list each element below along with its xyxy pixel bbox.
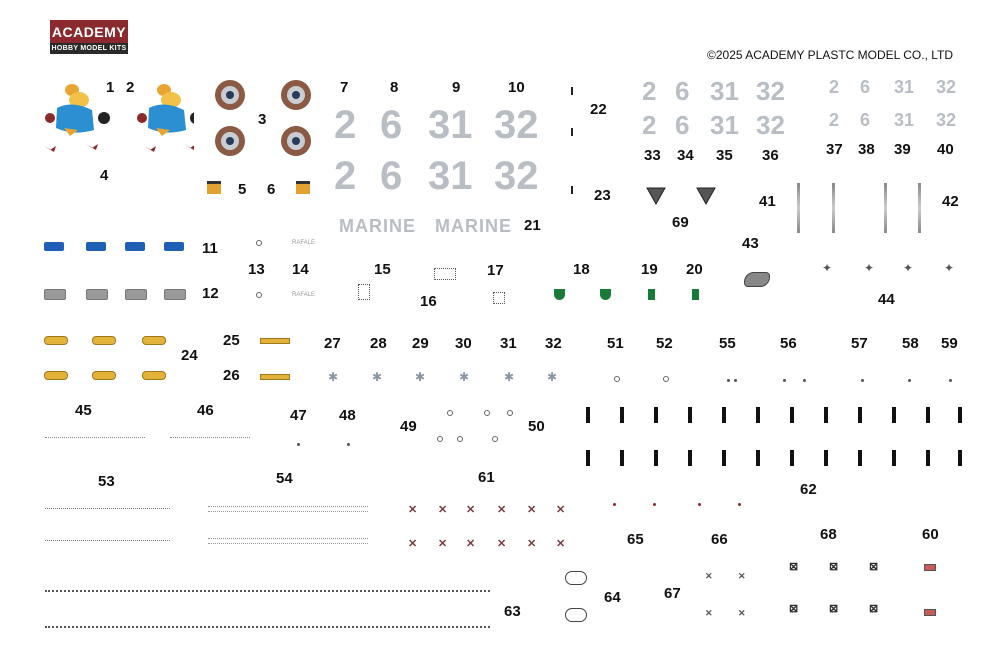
pitot-decal — [832, 183, 835, 233]
medium-number: 6 — [675, 76, 690, 106]
dot-decal — [727, 379, 730, 382]
decal-number: 32 — [545, 335, 562, 352]
small-badge-icon — [296, 181, 310, 194]
grey-decal — [125, 289, 147, 300]
decal-number: 10 — [508, 79, 525, 96]
ring-decal — [457, 436, 463, 442]
green-decal — [648, 289, 655, 300]
blue-decal — [86, 242, 106, 251]
yellow-decal — [92, 336, 116, 345]
grey-decal — [164, 289, 186, 300]
decal-number: 19 — [641, 261, 658, 278]
red-decal — [924, 564, 936, 571]
decal-number: 15 — [374, 261, 391, 278]
cross-marker-icon: ✕ — [738, 571, 746, 581]
green-decal — [692, 289, 699, 300]
dot-decal — [297, 443, 300, 446]
decal-number: 44 — [878, 291, 895, 308]
decal-number: 57 — [851, 335, 868, 352]
decal-number: 48 — [339, 407, 356, 424]
dot-decal — [908, 379, 911, 382]
decal-number: 22 — [590, 101, 607, 118]
tick-mark — [571, 186, 573, 194]
star-marker-icon: ✱ — [415, 370, 426, 384]
cross-marker-icon: ⊠ — [789, 603, 799, 615]
black-stripe-decal — [858, 407, 862, 423]
large-number: 32 — [494, 103, 539, 147]
green-decal — [554, 289, 565, 300]
decal-number: 53 — [98, 473, 115, 490]
cross-marker-icon: ✕ — [497, 504, 507, 516]
medium-number: 32 — [756, 76, 785, 106]
cross-marker-icon: ✕ — [408, 538, 418, 550]
yellow-decal — [92, 371, 116, 380]
decal-number: 45 — [75, 402, 92, 419]
small-number: 6 — [860, 110, 871, 130]
decal-number: 69 — [672, 214, 689, 231]
stencil-decal — [493, 292, 505, 304]
black-stripe-decal — [892, 450, 896, 466]
triangle-marker-icon — [645, 186, 725, 206]
black-stripe-decal — [892, 407, 896, 423]
decal-number: 66 — [711, 531, 728, 548]
medium-number: 6 — [675, 110, 690, 140]
decal-number: 11 — [202, 240, 218, 257]
dot-decal — [949, 379, 952, 382]
decal-number: 61 — [478, 469, 495, 486]
decal-number: 12 — [202, 285, 219, 302]
decal-number: 3 — [258, 111, 267, 128]
star-marker-icon: ✦ — [903, 261, 914, 275]
cross-marker-icon: ⊠ — [869, 603, 879, 615]
small-badge-icon — [207, 181, 221, 194]
decal-number: 28 — [370, 335, 387, 352]
dot-decal — [783, 379, 786, 382]
decal-number: 56 — [780, 335, 797, 352]
black-stripe-decal — [824, 450, 828, 466]
ring-decal — [437, 436, 443, 442]
grey-decal — [44, 289, 66, 300]
small-number: 2 — [829, 110, 840, 130]
stencil-decal — [434, 268, 456, 280]
decal-number: 42 — [942, 193, 959, 210]
black-stripe-decal — [688, 450, 692, 466]
black-stripe-decal — [620, 407, 624, 423]
small-number: 2 — [829, 77, 840, 97]
pitot-decal — [918, 183, 921, 233]
marine-text: MARINE — [435, 216, 512, 236]
black-stripe-decal — [688, 407, 692, 423]
decal-number: 58 — [902, 335, 919, 352]
stencil-line — [45, 508, 170, 510]
decal-number: 2 — [126, 79, 135, 96]
large-number: 6 — [380, 154, 403, 198]
decal-number: 29 — [412, 335, 429, 352]
cross-marker-icon: ✕ — [466, 538, 476, 550]
decal-number: 62 — [800, 481, 817, 498]
star-marker-icon: ✱ — [547, 370, 558, 384]
arrow-decal — [260, 374, 290, 380]
decal-number: 51 — [607, 335, 624, 352]
decal-number: 24 — [181, 347, 198, 364]
duck-mascot-icon — [44, 78, 194, 168]
black-stripe-decal — [926, 407, 930, 423]
decal-number: 64 — [604, 589, 621, 606]
cross-marker-icon: ✕ — [497, 538, 507, 550]
yellow-decal — [44, 336, 68, 345]
decal-number: 4 — [100, 167, 109, 184]
black-stripe-decal — [620, 450, 624, 466]
cross-marker-icon: ✕ — [705, 608, 713, 618]
decal-number: 37 — [826, 141, 843, 158]
stencil-line — [45, 590, 490, 598]
rafale-text: RAFALE — [292, 240, 316, 246]
stencil-line — [45, 540, 170, 542]
large-number: 6 — [380, 103, 403, 147]
decal-number: 9 — [452, 79, 461, 96]
dot-decal — [653, 503, 656, 506]
cross-marker-icon: ⊠ — [869, 561, 879, 573]
dot-decal — [861, 379, 864, 382]
decal-number: 1 — [106, 79, 115, 96]
black-stripe-decal — [858, 450, 862, 466]
small-number: 6 — [860, 77, 871, 97]
decal-number: 8 — [390, 79, 399, 96]
decal-number: 59 — [941, 335, 958, 352]
ring-decal — [256, 292, 262, 298]
decal-number: 23 — [594, 187, 611, 204]
marine-text: MARINE — [339, 216, 416, 236]
decal-number: 68 — [820, 526, 837, 543]
stencil-line — [45, 437, 145, 439]
decal-number: 30 — [455, 335, 472, 352]
black-stripe-decal — [958, 407, 962, 423]
stencil-line — [208, 506, 368, 512]
decal-number: 49 — [400, 418, 417, 435]
logo-brand: ACADEMY — [50, 20, 128, 43]
cross-marker-icon: ✕ — [438, 538, 448, 550]
rafale-text: RAFALE — [292, 292, 316, 298]
logo-tagline: HOBBY MODEL KITS — [51, 45, 127, 52]
decal-number: 16 — [420, 293, 437, 310]
black-stripe-decal — [756, 450, 760, 466]
decal-number: 38 — [858, 141, 875, 158]
cross-marker-icon: ✕ — [438, 504, 448, 516]
outline-decal — [565, 571, 587, 585]
large-number: 2 — [334, 103, 357, 147]
dot-decal — [738, 503, 741, 506]
copyright-text: ©2025 ACADEMY PLASTC MODEL CO., LTD — [707, 48, 954, 62]
decal-number: 21 — [524, 217, 541, 234]
decal-number: 36 — [762, 147, 779, 164]
black-stripe-decal — [654, 407, 658, 423]
yellow-decal — [44, 371, 68, 380]
dot-decal — [803, 379, 806, 382]
ring-decal — [447, 410, 453, 416]
arrow-decal — [260, 338, 290, 344]
panel-decal — [744, 272, 770, 287]
green-decal — [600, 289, 611, 300]
decal-number: 67 — [664, 585, 681, 602]
ring-decal — [507, 410, 513, 416]
outline-decal — [565, 608, 587, 622]
cross-marker-icon: ⊠ — [789, 561, 799, 573]
star-marker-icon: ✦ — [944, 261, 955, 275]
star-marker-icon: ✦ — [864, 261, 875, 275]
stencil-line — [208, 538, 368, 544]
decal-number: 41 — [759, 193, 776, 210]
black-stripe-decal — [722, 450, 726, 466]
black-stripe-decal — [790, 450, 794, 466]
decal-number: 60 — [922, 526, 939, 543]
cross-marker-icon: ✕ — [738, 608, 746, 618]
grey-decal — [86, 289, 108, 300]
stencil-decal — [358, 284, 370, 300]
cross-marker-icon: ✕ — [527, 538, 537, 550]
black-stripe-decal — [824, 407, 828, 423]
dot-decal — [734, 379, 737, 382]
dot-decal — [347, 443, 350, 446]
decal-number: 31 — [500, 335, 517, 352]
decal-number: 5 — [238, 181, 247, 198]
black-stripe-decal — [790, 407, 794, 423]
cross-marker-icon: ✕ — [705, 571, 713, 581]
decal-number: 14 — [292, 261, 309, 278]
decal-number: 40 — [937, 141, 954, 158]
black-stripe-decal — [586, 407, 590, 423]
academy-logo — [50, 20, 128, 54]
yellow-decal — [142, 336, 166, 345]
decal-number: 34 — [677, 147, 694, 164]
tick-mark — [571, 128, 573, 136]
yellow-decal — [142, 371, 166, 380]
cross-marker-icon: ⊠ — [829, 561, 839, 573]
star-marker-icon: ✱ — [504, 370, 515, 384]
blue-decal — [125, 242, 145, 251]
pitot-decal — [884, 183, 887, 233]
decal-number: 26 — [223, 367, 240, 384]
decal-number: 17 — [487, 262, 504, 279]
decal-number: 33 — [644, 147, 661, 164]
cross-marker-icon: ✕ — [556, 504, 566, 516]
decal-number: 63 — [504, 603, 521, 620]
decal-number: 25 — [223, 332, 240, 349]
black-stripe-decal — [722, 407, 726, 423]
decal-number: 43 — [742, 235, 759, 252]
black-stripe-decal — [958, 450, 962, 466]
large-number: 31 — [428, 103, 473, 147]
stencil-line — [45, 626, 490, 634]
dot-decal — [613, 503, 616, 506]
decal-number: 39 — [894, 141, 911, 158]
decal-number: 47 — [290, 407, 307, 424]
ring-decal — [663, 376, 669, 382]
ring-decal — [256, 240, 262, 246]
blue-decal — [164, 242, 184, 251]
stencil-line — [170, 437, 250, 439]
cross-marker-icon: ✕ — [556, 538, 566, 550]
medium-number: 31 — [710, 76, 739, 106]
ring-decal — [614, 376, 620, 382]
decal-number: 6 — [267, 181, 276, 198]
pitot-decal — [797, 183, 800, 233]
large-number: 31 — [428, 154, 473, 198]
decal-number: 7 — [340, 79, 349, 96]
medium-number: 31 — [710, 110, 739, 140]
ring-decal — [492, 436, 498, 442]
cross-marker-icon: ⊠ — [829, 603, 839, 615]
small-number: 32 — [936, 110, 957, 130]
cross-marker-icon: ✕ — [527, 504, 537, 516]
small-number: 31 — [894, 77, 915, 97]
star-marker-icon: ✦ — [822, 261, 833, 275]
decal-number: 27 — [324, 335, 341, 352]
decal-number: 35 — [716, 147, 733, 164]
star-marker-icon: ✱ — [459, 370, 470, 384]
decal-number: 13 — [248, 261, 265, 278]
medium-number: 2 — [642, 110, 657, 140]
red-decal — [924, 609, 936, 616]
decal-number: 46 — [197, 402, 214, 419]
cross-marker-icon: ✕ — [408, 504, 418, 516]
blue-decal — [44, 242, 64, 251]
decal-number: 55 — [719, 335, 736, 352]
decal-number: 18 — [573, 261, 590, 278]
medium-number: 32 — [756, 110, 785, 140]
decal-number: 52 — [656, 335, 673, 352]
star-marker-icon: ✱ — [328, 370, 339, 384]
decal-number: 50 — [528, 418, 545, 435]
black-stripe-decal — [586, 450, 590, 466]
star-marker-icon: ✱ — [372, 370, 383, 384]
decal-number: 20 — [686, 261, 703, 278]
dot-decal — [698, 503, 701, 506]
medium-number: 2 — [642, 76, 657, 106]
black-stripe-decal — [654, 450, 658, 466]
black-stripe-decal — [756, 407, 760, 423]
ring-decal — [484, 410, 490, 416]
decal-number: 65 — [627, 531, 644, 548]
black-stripe-decal — [926, 450, 930, 466]
cross-marker-icon: ✕ — [466, 504, 476, 516]
small-number: 32 — [936, 77, 957, 97]
decal-number: 54 — [276, 470, 293, 487]
large-number: 2 — [334, 154, 357, 198]
large-number: 32 — [494, 154, 539, 198]
tick-mark — [571, 87, 573, 95]
small-number: 31 — [894, 110, 915, 130]
